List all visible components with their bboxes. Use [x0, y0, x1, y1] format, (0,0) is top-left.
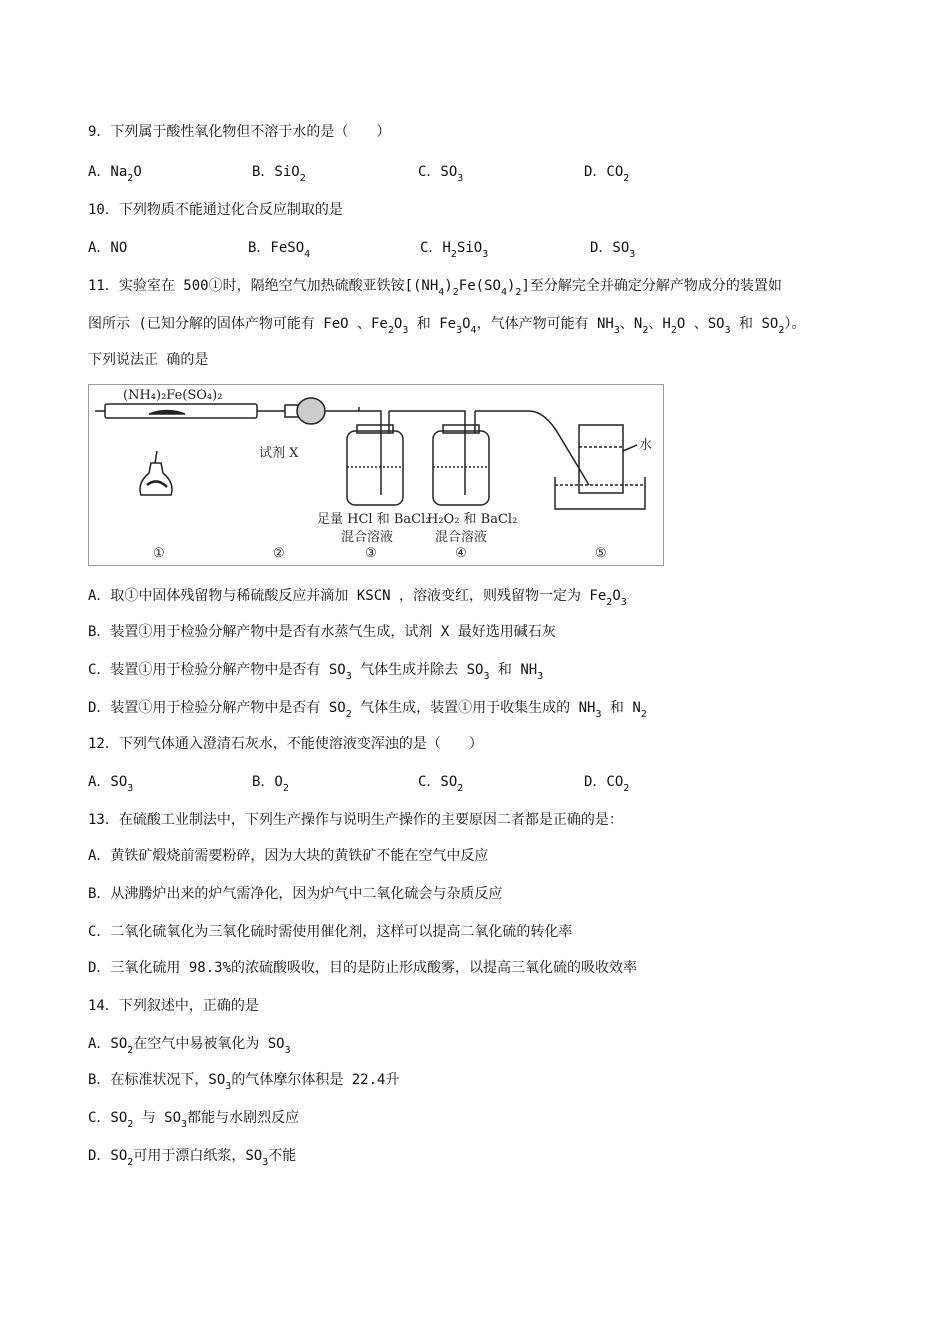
q11-stem-line1: 11．实验室在 500①时，隔绝空气加热硫酸亚铁铵$[(NH_4)_2Fe(SO_4)_2]$至分解完全并确定分解产物成分的装置如	[88, 278, 782, 298]
q11-option-b[interactable]: B．装置①用于检验分解产物中是否有水蒸气生成，试剂 X 最好选用碱石灰	[88, 624, 556, 640]
q11-stem-line2: 图所示 (已知分解的固体产物可能有 FeO 、$Fe_2O_3$ 和 $Fe_3O_4$，气体产物可能有 $NH_3$、$N_2$、$H_2O$ 、$SO_3$ 和 $SO_2$）。	[88, 316, 806, 336]
q10-option-b[interactable]: B．FeSO$_4$	[248, 240, 311, 260]
q13-option-d[interactable]: D．三氧化硫用 98.3%的浓硫酸吸收，目的是防止形成酸雾，以提高三氧化硫的吸收效率	[88, 960, 637, 976]
q9-option-d[interactable]: D．$CO_2$	[584, 164, 630, 184]
q14-stem: 14．下列叙述中，正确的是	[88, 998, 259, 1014]
q9-option-c[interactable]: C．$SO_3$	[418, 164, 464, 184]
q11-stem-line3: 下列说法正 确的是	[88, 352, 209, 368]
label-1: ①	[153, 546, 165, 561]
q9-option-b[interactable]: B．SiO$_2$	[252, 164, 306, 184]
wash-bottle-4	[433, 411, 589, 505]
bottle3-label-2: 混合溶液	[341, 530, 394, 545]
compound-formula: (NH₄)₂Fe(SO₄)₂	[123, 388, 223, 403]
q11-option-c[interactable]: C．装置①用于检验分解产物中是否有 $SO_3$ 气体生成并除去 $SO_3$ 和 $NH_3$	[88, 662, 544, 682]
reagent-label: 试剂 X	[259, 446, 299, 461]
q12-option-b[interactable]: B．$O_2$	[252, 774, 289, 794]
alcohol-lamp	[140, 451, 172, 495]
q13-option-b[interactable]: B．从沸腾炉出来的炉气需净化，因为炉气中二氧化硫会与杂质反应	[88, 886, 503, 902]
heated-tube	[95, 404, 265, 418]
bottle3-label: 足量 HCl 和 BaCl₂	[317, 512, 431, 527]
water-trough	[555, 425, 645, 509]
drying-tube	[265, 398, 359, 424]
apparatus-figure	[88, 384, 664, 566]
q9-option-a[interactable]: A．$Na_2O$	[88, 164, 142, 184]
q10-stem: 10．下列物质不能通过化合反应制取的是	[88, 202, 343, 218]
q13-stem: 13．在硫酸工业制法中，下列生产操作与说明生产操作的主要原因二者都是正确的是：	[88, 812, 623, 828]
q10-option-c[interactable]: C．$H_2SiO_3$	[420, 240, 489, 260]
label-2: ②	[273, 546, 285, 561]
label-3: ③	[365, 546, 377, 561]
q12-stem: 12．下列气体通入澄清石灰水，不能使溶液变浑浊的是（ ）	[88, 736, 483, 752]
q14-option-b[interactable]: B．在标准状况下，$SO_3$的气体摩尔体积是 22.4升	[88, 1072, 400, 1092]
wash-bottle-3	[347, 407, 443, 505]
q11-option-a[interactable]: A．取①中固体残留物与稀硫酸反应并滴加 KSCN ，溶液变红，则残留物一定为 $Fe_2O_3$	[88, 588, 627, 608]
q11-option-d[interactable]: D．装置①用于检验分解产物中是否有 $SO_2$ 气体生成，装置①用于收集生成的 $NH_3$ 和 $N_2$	[88, 700, 647, 720]
bottle4-label-2: 混合溶液	[435, 530, 488, 545]
bottle4-label: H₂O₂ 和 BaCl₂	[427, 512, 518, 527]
q14-option-c[interactable]: C．$SO_2$ 与 $SO_3$都能与水剧烈反应	[88, 1110, 300, 1130]
q10-option-d[interactable]: D．$SO_3$	[590, 240, 636, 260]
label-5: ⑤	[595, 546, 607, 561]
q9-stem: 9．下列属于酸性氧化物但不溶于水的是（ ）	[88, 124, 391, 140]
q10-option-a[interactable]: A．NO	[88, 240, 128, 256]
q12-option-c[interactable]: C．$SO_2$	[418, 774, 464, 794]
q13-option-c[interactable]: C．二氧化硫氧化为三氧化硫时需使用催化剂，这样可以提高二氧化硫的转化率	[88, 924, 573, 940]
q14-option-a[interactable]: A．$SO_2$在空气中易被氧化为 $SO_3$	[88, 1036, 291, 1056]
water-label: 水	[639, 438, 653, 453]
label-4: ④	[455, 546, 467, 561]
q14-option-d[interactable]: D．$SO_2$可用于漂白纸浆，$SO_3$不能	[88, 1148, 297, 1168]
q13-option-a[interactable]: A．黄铁矿煅烧前需要粉碎，因为大块的黄铁矿不能在空气中反应	[88, 848, 489, 864]
q12-option-d[interactable]: D．$CO_2$	[584, 774, 630, 794]
q12-option-a[interactable]: A．$SO_3$	[88, 774, 134, 794]
